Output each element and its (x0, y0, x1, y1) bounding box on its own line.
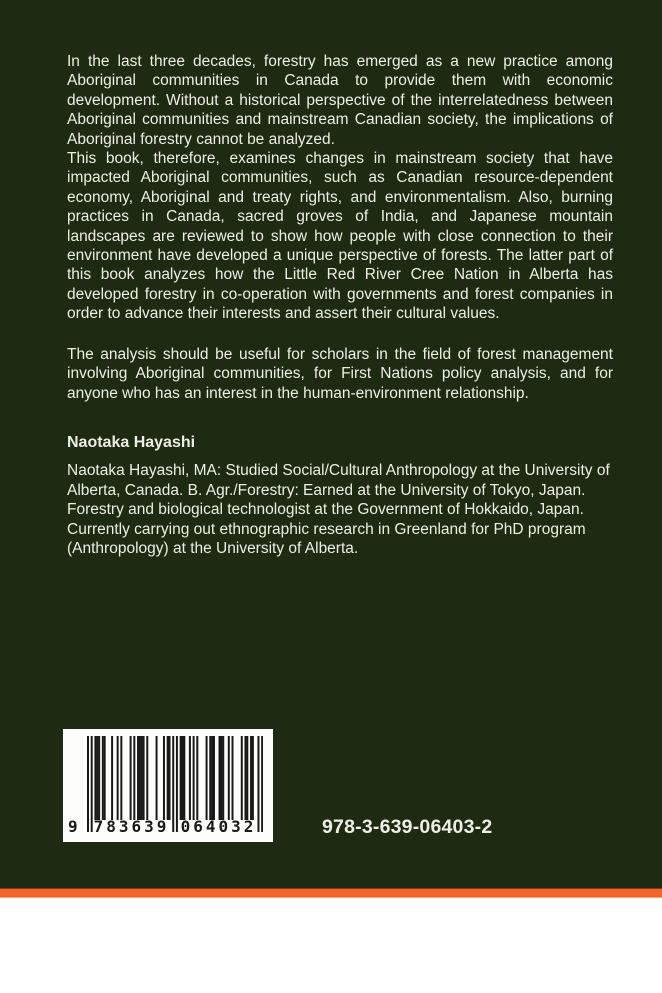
synopsis-paragraph-1: In the last three decades, forestry has emerged as a new practice among Aboriginal communities in Canada to provide them with economic development. Without a historical perspective of the interrelatedness between Aboriginal communities and mainstream Canadian society, the implications of Aboriginal forestry cannot be analyzed. (67, 53, 613, 148)
barcode-digits-right: 064032 (180, 817, 257, 836)
author-name-heading: Naotaka Hayashi (67, 433, 196, 451)
audience-paragraph: The analysis should be useful for scholars in the field of forest management involving Aboriginal communities, for First Nations policy analysis, and for anyone who has an interest in the human-environment relationship. (67, 345, 613, 402)
synopsis-paragraph-2: This book, therefore, examines changes in mainstream society that have impacted Aboriginal communities, such as Canadian resource-dependent economy, Aboriginal and treaty rights, and environmentalism. Also, burning practices in Canada, sacred groves of India, and Japanese mountain landscapes are reviewed to show how people with close connection to their environment have developed a unique perspective of forests. The latter part of this book analyzes how the Little Red River Cree Nation in Alberta has developed forestry in co-operation with governments and forest companies in order to advance their interests and assert their cultural values. (67, 150, 613, 323)
author-bio: Naotaka Hayashi, MA: Studied Social/Cultural Anthropology at the University of Alberta, Canada. B. Agr./Forestry: Earned at the University of Tokyo, Japan. Forestry and biological technologist at the Government of Hokkaido, Japan. Currently carrying out ethnographic research in Greenland for PhD program (Anthropology) at the University of Alberta. (67, 462, 610, 557)
barcode-digits-left: 783639 (93, 817, 170, 836)
barcode-box (63, 729, 273, 842)
isbn-number: 978-3-639-06403-2 (322, 816, 493, 838)
back-cover-text (67, 52, 613, 558)
accent-stripe (0, 888, 662, 898)
barcode-lead-digit: 9 (68, 817, 78, 836)
bottom-white-margin (0, 898, 662, 993)
